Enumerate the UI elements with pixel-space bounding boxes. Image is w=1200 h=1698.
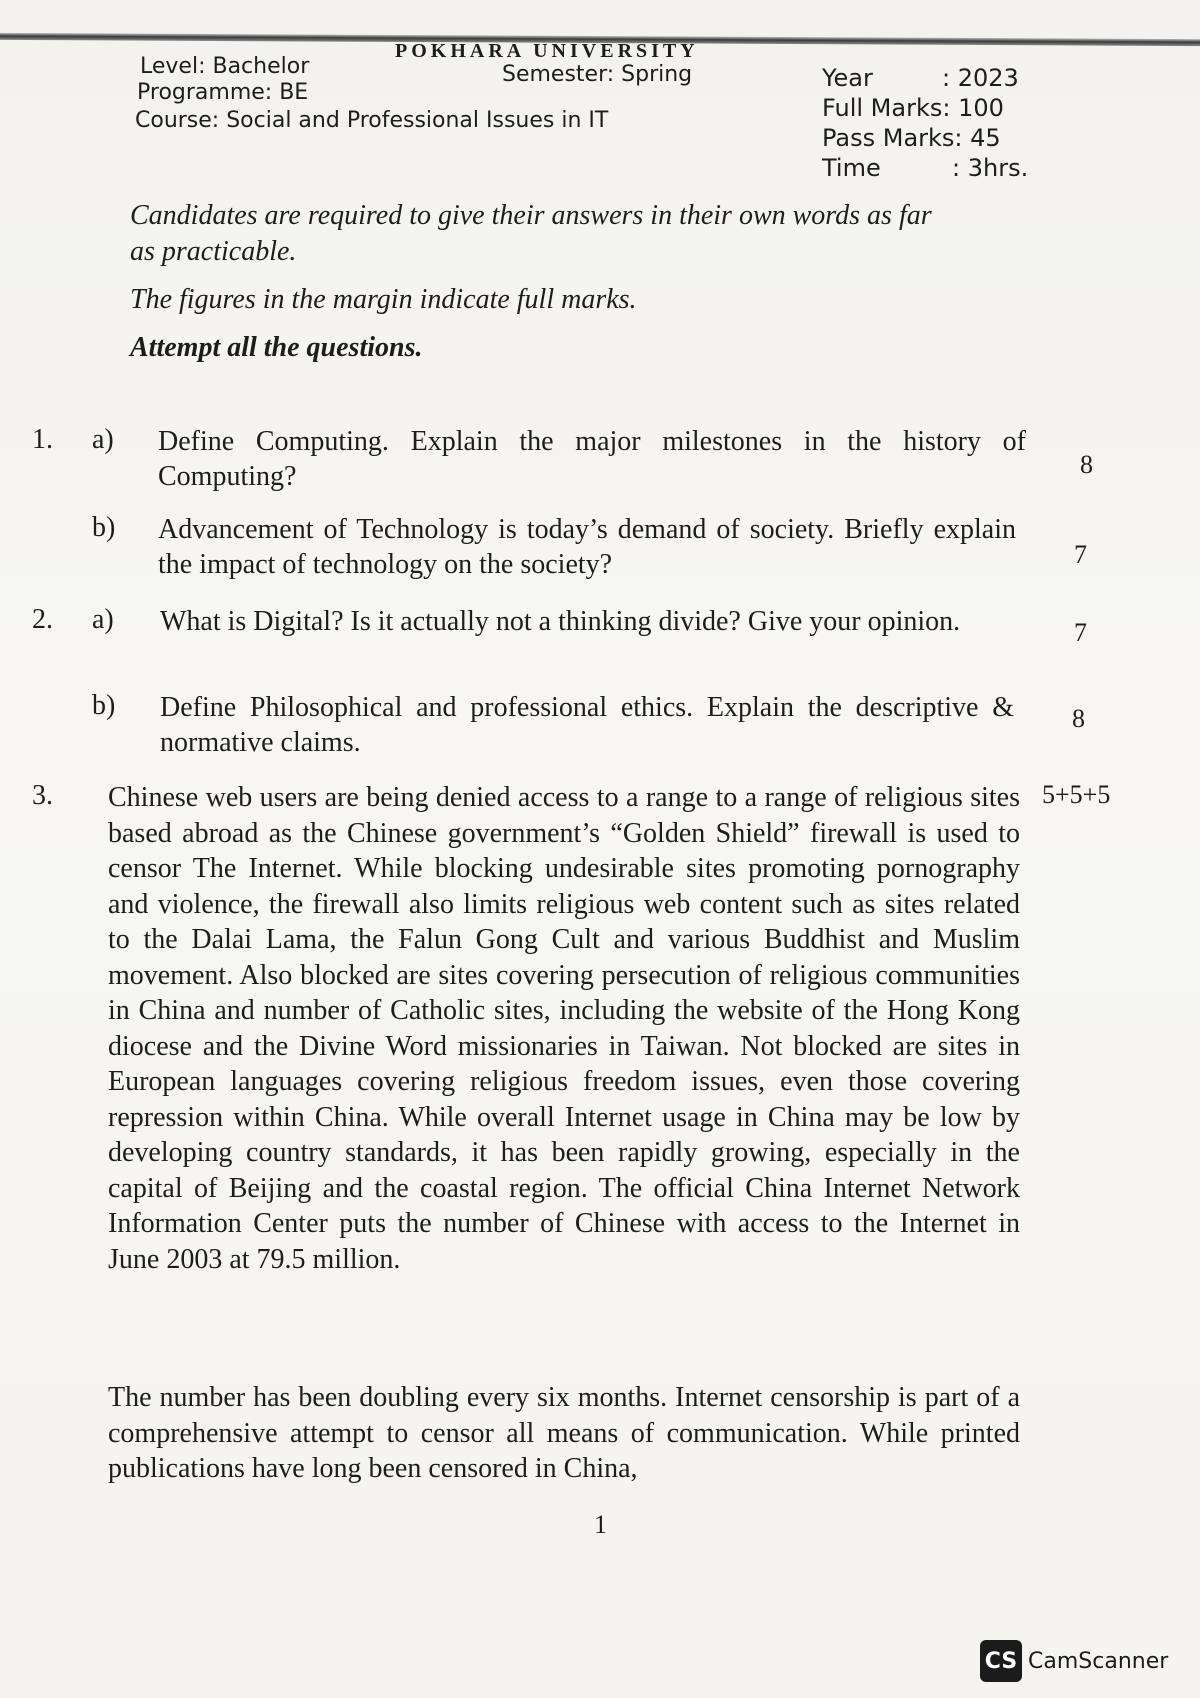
camscanner-watermark [980,1640,1168,1682]
year-row [822,64,1019,92]
question-1b-label: b) [92,512,116,543]
question-3-paragraph-1: Chinese web users are being denied access to a range to a range of religious sites based abroad as the Chinese government’s “Golden Shield” firewall is used to censor The Internet. While blocking undesirable sites promoting pornography and violence, the firewall also limits religious web content such as sites related to the Dalai Lama, the Falun Gong Cult and various Buddhist and Muslim movement. Also blocked are sites covering persecution of religious communities in China and number of Catholic sites, including the website of the Hong Kong diocese and the Divine Word missionaries in Taiwan. Not blocked are sites in European languages covering religious freedom issues, even those covering repression within China. While overall Internet usage in China may be low by developing country standards, it has been rapidly growing, especially in the capital of Beijing and the coastal region. The official China Internet Network Information Center puts the number of Chinese with access to the Internet in June 2003 at 79.5 million. [108,782,1020,1275]
time-value: : 3hrs. [952,154,1029,182]
time-label: Time [822,154,881,182]
year-label: Year [822,64,873,92]
question-2a-marks: 7 [1074,618,1087,647]
page-number: 1 [594,1510,607,1539]
university-title: POKHARA UNIVERSITY [395,40,699,62]
camscanner-logo-icon: CS [980,1640,1022,1682]
instruction-line-3: The figures in the margin indicate full marks. [130,284,637,315]
time-row [822,154,1028,182]
semester-label: Semester: Spring [502,62,693,87]
instruction-line-2: as practicable. [130,236,297,267]
question-2a-label: a) [92,604,114,635]
question-1a-label: a) [92,424,114,455]
question-1b-marks: 7 [1074,540,1087,569]
question-2b-label: b) [92,690,116,721]
year-value: : 2023 [942,64,1019,92]
question-2a-text: What is Digital? Is it actually not a thinking divide? Give your opinion. [160,606,961,637]
level-label: Level: Bachelor [140,54,310,79]
question-2-number: 2. [32,604,53,635]
question-1a-text: Define Computing. Explain the major milestones in the history of Computing? [158,426,1026,492]
question-1b-text: Advancement of Technology is today’s demand of society. Briefly explain the impact of technology on the society? [158,514,1016,580]
instruction-line-1: Candidates are required to give their answers in their own words as far [130,200,932,231]
pass-marks: Pass Marks: 45 [822,124,1001,152]
question-1-number: 1. [32,424,53,455]
course-label: Course: Social and Professional Issues in IT [135,108,609,133]
camscanner-label: CamScanner [1028,1648,1169,1674]
full-marks: Full Marks: 100 [822,94,1004,122]
instruction-line-4: Attempt all the questions. [130,332,423,363]
question-2b-text: Define Philosophical and professional ethics. Explain the descriptive & normative claims. [160,692,1014,758]
question-3-marks: 5+5+5 [1042,780,1111,809]
question-3-number: 3. [32,780,53,811]
question-2b-marks: 8 [1072,704,1085,733]
question-1a-marks: 8 [1080,450,1093,479]
programme-label: Programme: BE [137,80,309,105]
question-3-paragraph-2: The number has been doubling every six months. Internet censorship is part of a comprehensive attempt to censor all means of communication. While printed publications have long been censored in China, [108,1382,1020,1484]
